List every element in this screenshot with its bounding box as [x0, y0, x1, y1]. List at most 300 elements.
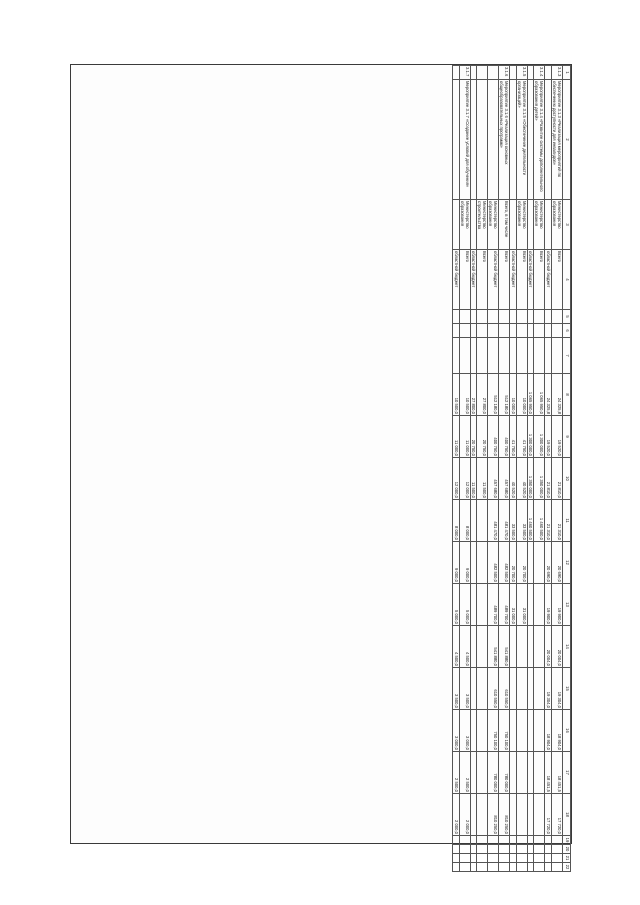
cell-c7	[527, 338, 534, 374]
cell-value	[534, 794, 545, 836]
cell-value: 610 550,0	[499, 668, 510, 710]
cell-value: 2 000,0	[459, 794, 470, 836]
cell-empty	[527, 845, 534, 854]
column-header: 18	[563, 794, 571, 836]
column-header: 1	[563, 66, 571, 80]
cell-item	[510, 66, 517, 80]
column-header: 6	[563, 324, 571, 338]
cell-exec	[470, 200, 477, 250]
cell-c5	[470, 310, 477, 324]
cell-empty	[545, 836, 552, 845]
cell-value: 20 700,0	[510, 542, 517, 584]
cell-value	[470, 542, 477, 584]
cell-empty	[516, 854, 527, 863]
cell-value: 8 000,0	[459, 500, 470, 542]
cell-value: 1 300 000,0	[534, 416, 545, 458]
cell-value: 21 310,0	[552, 500, 563, 542]
cell-value: 400 750,0	[499, 416, 510, 458]
cell-value	[470, 752, 477, 794]
cell-value: 5 000,0	[453, 584, 460, 626]
cell-src: Всего	[499, 250, 510, 310]
table-row	[470, 66, 477, 872]
cell-empty	[459, 836, 470, 845]
cell-value	[527, 542, 534, 584]
cell-empty	[470, 854, 477, 863]
column-header: 7	[563, 338, 571, 374]
cell-value	[516, 710, 527, 752]
cell-value: 20 690,0	[552, 542, 563, 584]
cell-value	[516, 626, 527, 668]
table-row	[534, 66, 545, 872]
table-body	[453, 66, 563, 872]
cell-value: 20 750,0	[477, 416, 488, 458]
cell-value: 10 000,0	[510, 374, 517, 416]
cell-empty	[488, 845, 499, 854]
cell-item	[470, 66, 477, 80]
cell-text: Мероприятие 3.1.6 «Реализация основных общеобразовательных программ»	[499, 80, 510, 200]
cell-empty	[477, 845, 488, 854]
cell-value	[534, 584, 545, 626]
cell-value: 810 250,0	[499, 794, 510, 836]
cell-value: 610 550,0	[488, 668, 499, 710]
cell-item: 3.1.7	[459, 66, 470, 80]
cell-empty	[499, 836, 510, 845]
cell-value: 5 000,0	[459, 584, 470, 626]
cell-value: 21 810,0	[545, 458, 552, 500]
cell-c5	[534, 310, 545, 324]
cell-c6	[552, 324, 563, 338]
column-header: 17	[563, 752, 571, 794]
cell-c5	[527, 310, 534, 324]
cell-exec	[510, 200, 517, 250]
cell-empty	[552, 854, 563, 863]
cell-value: 1 065 950,0	[534, 374, 545, 416]
cell-value: 12 000,0	[459, 458, 470, 500]
cell-exec	[453, 200, 460, 250]
cell-c5	[488, 310, 499, 324]
cell-value: 24 325,8	[545, 374, 552, 416]
column-header: 20	[563, 845, 571, 854]
cell-value: 2 500,0	[459, 752, 470, 794]
cell-value: 17 720,0	[552, 794, 563, 836]
cell-text	[510, 80, 517, 200]
cell-src: областной бюджет	[527, 250, 534, 310]
cell-value: 10 500,0	[453, 374, 460, 416]
cell-value	[477, 668, 488, 710]
cell-empty	[516, 845, 527, 854]
cell-value	[527, 794, 534, 836]
cell-value: 18 451,5	[545, 752, 552, 794]
cell-value: 20 690,0	[545, 542, 552, 584]
cell-c6	[488, 324, 499, 338]
cell-empty	[527, 836, 534, 845]
cell-exec: Министерство строительства	[477, 200, 488, 250]
cell-value	[534, 710, 545, 752]
cell-value	[477, 584, 488, 626]
cell-value: 3 500,0	[453, 668, 460, 710]
cell-empty	[510, 863, 517, 872]
cell-value: 33 500,0	[510, 500, 517, 542]
column-header: 21	[563, 854, 571, 863]
cell-empty	[470, 836, 477, 845]
cell-empty	[453, 854, 460, 863]
cell-value: 20 004,0	[552, 626, 563, 668]
cell-value	[470, 668, 477, 710]
cell-text	[477, 80, 488, 200]
cell-value: 9 000,0	[459, 542, 470, 584]
cell-value: 20 004,0	[545, 626, 552, 668]
cell-c6	[527, 324, 534, 338]
cell-src: Всего	[534, 250, 545, 310]
cell-c6	[470, 324, 477, 338]
cell-value: 41 750,0	[516, 416, 527, 458]
column-header: 11	[563, 500, 571, 542]
cell-exec: Министерство образования	[488, 200, 499, 250]
cell-value	[527, 626, 534, 668]
cell-c6	[534, 324, 545, 338]
cell-text: Мероприятие 3.1.5 «Обеспечение деятельности организаций»	[516, 80, 527, 200]
cell-value: 11 500,0	[477, 458, 488, 500]
cell-c7	[453, 338, 460, 374]
cell-value: 40 520,0	[516, 458, 527, 500]
cell-value: 33 500,0	[516, 500, 527, 542]
cell-value	[477, 794, 488, 836]
cell-empty	[470, 845, 477, 854]
cell-exec: Министерство образования	[516, 200, 527, 250]
cell-value: 11 000,0	[453, 416, 460, 458]
column-header: 14	[563, 626, 571, 668]
cell-empty	[488, 836, 499, 845]
table-row	[516, 66, 527, 872]
cell-c5	[499, 310, 510, 324]
cell-c6	[516, 324, 527, 338]
table-row	[499, 66, 510, 872]
cell-text	[453, 80, 460, 200]
cell-value: 4 500,0	[453, 626, 460, 668]
cell-value: 31 000,0	[516, 584, 527, 626]
table-row	[527, 66, 534, 872]
cell-value	[510, 710, 517, 752]
cell-value: 11 000,0	[459, 416, 470, 458]
column-header: 10	[563, 458, 571, 500]
cell-c7	[488, 338, 499, 374]
cell-value: 2 500,0	[453, 752, 460, 794]
cell-empty	[516, 836, 527, 845]
cell-value: 400 750,0	[488, 416, 499, 458]
budget-table	[452, 65, 571, 872]
cell-empty	[459, 863, 470, 872]
cell-empty	[453, 863, 460, 872]
cell-value: 512 180,0	[499, 374, 510, 416]
column-header: 15	[563, 668, 571, 710]
cell-value: 3 000,0	[453, 710, 460, 752]
cell-value: 512 180,0	[488, 374, 499, 416]
cell-text: Мероприятие 3.1.4 «Развитие системы дополнительного образования детей»	[534, 80, 545, 200]
cell-value	[477, 710, 488, 752]
cell-value: 11 500,0	[470, 458, 477, 500]
cell-value: 780 000,0	[488, 752, 499, 794]
cell-empty	[534, 854, 545, 863]
cell-src: областной бюджет	[488, 250, 499, 310]
cell-empty	[453, 845, 460, 854]
cell-value: 481 470,0	[499, 500, 510, 542]
cell-empty	[552, 845, 563, 854]
cell-item: 3.1.5	[516, 66, 527, 80]
cell-value	[470, 626, 477, 668]
cell-value	[510, 626, 517, 668]
cell-value: 489 700,0	[488, 584, 499, 626]
column-header: 13	[563, 584, 571, 626]
cell-value: 40 520,0	[510, 458, 517, 500]
cell-c6	[453, 324, 460, 338]
header-row	[563, 66, 571, 872]
cell-empty	[545, 863, 552, 872]
cell-value: 27 800,0	[470, 374, 477, 416]
cell-value: 1 350 000,0	[534, 458, 545, 500]
cell-c7	[545, 338, 552, 374]
cell-value: 20 700,0	[516, 542, 527, 584]
cell-value: 21 310,0	[545, 500, 552, 542]
cell-src: Всего	[459, 250, 470, 310]
cell-value	[516, 794, 527, 836]
cell-empty	[545, 854, 552, 863]
cell-c6	[510, 324, 517, 338]
cell-value: 541 880,0	[488, 626, 499, 668]
cell-value: 482 500,0	[499, 542, 510, 584]
cell-item: 3.1.3	[552, 66, 563, 80]
column-header: 9	[563, 416, 571, 458]
cell-exec	[545, 200, 552, 250]
cell-item	[488, 66, 499, 80]
cell-item	[477, 66, 488, 80]
table-row	[552, 66, 563, 872]
cell-value: 24 325,8	[552, 374, 563, 416]
column-header: 12	[563, 542, 571, 584]
cell-exec: Министерство образования	[534, 200, 545, 250]
cell-value	[527, 584, 534, 626]
cell-c5	[516, 310, 527, 324]
cell-value	[527, 752, 534, 794]
cell-text: Мероприятие 3.1.7 «Создание условий для обучения»	[459, 80, 470, 200]
cell-c7	[552, 338, 563, 374]
cell-item	[453, 66, 460, 80]
table-row	[477, 66, 488, 872]
column-header: 19	[563, 836, 571, 845]
cell-value: 18 904,0	[552, 710, 563, 752]
cell-empty	[552, 836, 563, 845]
cell-empty	[499, 845, 510, 854]
cell-c6	[545, 324, 552, 338]
cell-value: 3 500,0	[459, 668, 470, 710]
cell-empty	[527, 863, 534, 872]
cell-value	[470, 584, 477, 626]
cell-value: 27 800,0	[477, 374, 488, 416]
cell-value	[510, 752, 517, 794]
cell-empty	[516, 863, 527, 872]
cell-value	[510, 668, 517, 710]
cell-empty	[552, 863, 563, 872]
cell-value: 3 000,0	[459, 710, 470, 752]
cell-empty	[453, 836, 460, 845]
cell-value: 18 451,5	[552, 752, 563, 794]
column-header: 22	[563, 863, 571, 872]
cell-c6	[477, 324, 488, 338]
cell-value: 9 000,0	[453, 542, 460, 584]
cell-value: 19 900,0	[552, 584, 563, 626]
cell-empty	[527, 854, 534, 863]
cell-c7	[470, 338, 477, 374]
rotated-table-wrapper	[71, 65, 571, 870]
cell-value: 19 520,0	[552, 416, 563, 458]
cell-src: областной бюджет	[545, 250, 552, 310]
cell-value: 1 065 950,0	[527, 374, 534, 416]
cell-value: 21 810,0	[552, 458, 563, 500]
cell-value: 481 470,0	[488, 500, 499, 542]
cell-value	[534, 542, 545, 584]
cell-c6	[459, 324, 470, 338]
cell-value: 12 000,0	[453, 458, 460, 500]
cell-c7	[477, 338, 488, 374]
column-header: 3	[563, 200, 571, 250]
cell-value	[510, 794, 517, 836]
cell-value	[534, 668, 545, 710]
cell-empty	[499, 854, 510, 863]
cell-value	[534, 626, 545, 668]
cell-value: 4 500,0	[459, 626, 470, 668]
cell-empty	[510, 836, 517, 845]
cell-value: 482 500,0	[488, 542, 499, 584]
cell-value	[516, 668, 527, 710]
cell-value	[516, 752, 527, 794]
cell-c7	[499, 338, 510, 374]
column-header: 4	[563, 250, 571, 310]
cell-value: 810 250,0	[488, 794, 499, 836]
cell-empty	[499, 863, 510, 872]
cell-empty	[534, 845, 545, 854]
column-header: 2	[563, 80, 571, 200]
cell-empty	[510, 845, 517, 854]
cell-value	[477, 752, 488, 794]
cell-text	[488, 80, 499, 200]
cell-text	[527, 80, 534, 200]
cell-value	[527, 710, 534, 752]
cell-src: областной бюджет	[470, 250, 477, 310]
table-row	[545, 66, 552, 872]
cell-item: 3.1.4	[534, 66, 545, 80]
cell-value: 10 500,0	[459, 374, 470, 416]
cell-c7	[510, 338, 517, 374]
cell-value	[470, 500, 477, 542]
cell-value: 41 750,0	[510, 416, 517, 458]
scanned-table-sheet	[70, 64, 572, 870]
cell-empty	[534, 863, 545, 872]
cell-value: 1 350 000,0	[527, 458, 534, 500]
cell-value	[470, 710, 477, 752]
cell-item	[545, 66, 552, 80]
cell-empty	[470, 863, 477, 872]
cell-c5	[552, 310, 563, 324]
cell-empty	[545, 845, 552, 854]
cell-value: 750 100,0	[488, 710, 499, 752]
column-header: 16	[563, 710, 571, 752]
cell-value: 750 100,0	[499, 710, 510, 752]
table-row	[453, 66, 460, 872]
cell-empty	[510, 854, 517, 863]
cell-value: 8 000,0	[453, 500, 460, 542]
cell-value: 19 304,0	[552, 668, 563, 710]
cell-value	[477, 626, 488, 668]
cell-empty	[477, 863, 488, 872]
cell-item: 3.1.6	[499, 66, 510, 80]
cell-value	[470, 794, 477, 836]
cell-value: 489 700,0	[499, 584, 510, 626]
table-row	[488, 66, 499, 872]
cell-c7	[516, 338, 527, 374]
cell-exec	[527, 200, 534, 250]
cell-empty	[488, 863, 499, 872]
cell-c5	[510, 310, 517, 324]
cell-c7	[459, 338, 470, 374]
cell-empty	[459, 845, 470, 854]
cell-value	[534, 752, 545, 794]
cell-value: 457 680,0	[488, 458, 499, 500]
cell-c5	[459, 310, 470, 324]
cell-value	[477, 500, 488, 542]
cell-value	[477, 542, 488, 584]
cell-empty	[477, 836, 488, 845]
cell-src: областной бюджет	[510, 250, 517, 310]
cell-value: 19 304,0	[545, 668, 552, 710]
cell-text	[470, 80, 477, 200]
cell-c5	[453, 310, 460, 324]
cell-src: Всего	[477, 250, 488, 310]
cell-value: 17 720,0	[545, 794, 552, 836]
table-row	[459, 66, 470, 872]
cell-src: Всего	[552, 250, 563, 310]
cell-value: 20 750,0	[470, 416, 477, 458]
cell-item	[527, 66, 534, 80]
cell-empty	[477, 854, 488, 863]
cell-value: 780 000,0	[499, 752, 510, 794]
cell-value	[527, 668, 534, 710]
cell-c6	[499, 324, 510, 338]
column-header: 5	[563, 310, 571, 324]
cell-value: 1 460 500,0	[527, 500, 534, 542]
cell-src: Всего	[516, 250, 527, 310]
cell-value: 541 880,0	[499, 626, 510, 668]
cell-exec: Министерство образования	[552, 200, 563, 250]
cell-empty	[534, 836, 545, 845]
cell-value: 19 520,0	[545, 416, 552, 458]
cell-value: 2 000,0	[453, 794, 460, 836]
column-header: 8	[563, 374, 571, 416]
cell-value: 19 900,0	[545, 584, 552, 626]
cell-empty	[459, 854, 470, 863]
cell-src: областной бюджет	[453, 250, 460, 310]
cell-c5	[545, 310, 552, 324]
cell-empty	[488, 854, 499, 863]
cell-value: 18 904,0	[545, 710, 552, 752]
cell-value: 457 680,0	[499, 458, 510, 500]
cell-exec: Министерство образования	[459, 200, 470, 250]
cell-text	[545, 80, 552, 200]
table-row	[510, 66, 517, 872]
cell-exec: Всего, в том числе	[499, 200, 510, 250]
cell-value: 31 000,0	[510, 584, 517, 626]
cell-value: 1 300 000,0	[527, 416, 534, 458]
cell-c7	[534, 338, 545, 374]
cell-value: 10 000,0	[516, 374, 527, 416]
